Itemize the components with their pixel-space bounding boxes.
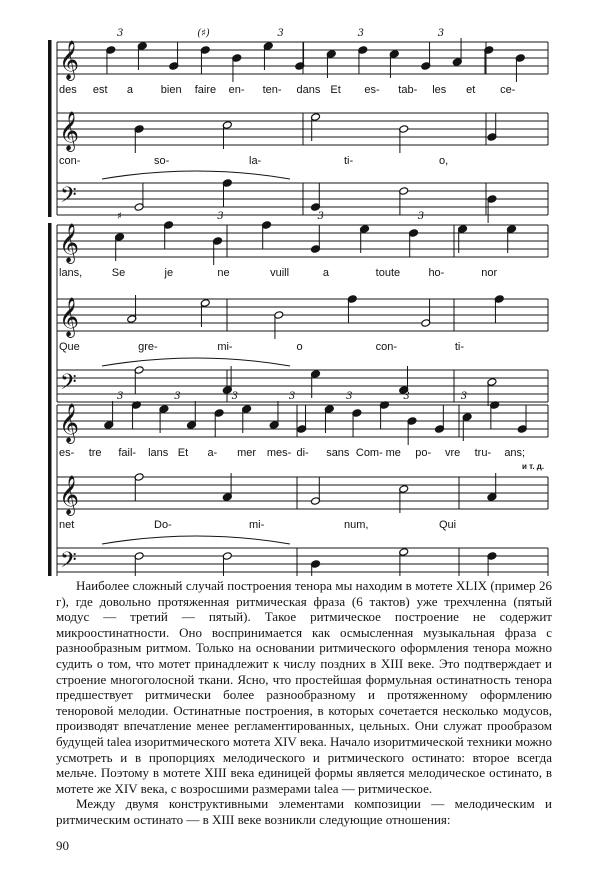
treble-clef-icon: 𝄞 bbox=[59, 297, 80, 337]
tuplet-number: 3 bbox=[346, 391, 353, 402]
lyric-syllable: num, bbox=[344, 519, 369, 531]
lyric-syllable: les bbox=[432, 84, 447, 96]
lyric-syllable: faire bbox=[194, 84, 217, 96]
tuplet-number: 3 bbox=[174, 391, 181, 402]
etc-label: и т. д. bbox=[522, 462, 545, 471]
tuplet-number: 3 bbox=[288, 391, 296, 402]
lyric-syllable: o, bbox=[439, 155, 449, 167]
slur bbox=[102, 358, 290, 366]
lyric-syllable: dans bbox=[296, 84, 321, 96]
tuplet-number: 3 bbox=[231, 391, 238, 402]
lyric-syllable: vuill bbox=[270, 267, 290, 279]
system-bracket bbox=[48, 403, 52, 576]
lyric-syllable: ti- bbox=[344, 155, 354, 167]
lyric-syllable: en- bbox=[228, 84, 245, 96]
tuplet-number: 3 bbox=[403, 391, 410, 402]
paragraph-2: Между двумя конструктивными элементами композиции — мелодическим и ритмическим остинато — в XIII веке возникли следующие отношения: bbox=[56, 796, 552, 827]
treble-clef-icon: 𝄞 bbox=[59, 111, 80, 151]
lyric-syllable: a- bbox=[207, 447, 218, 459]
lyric-syllable: es- bbox=[59, 447, 75, 459]
tuplet-number: 3 bbox=[117, 391, 124, 402]
tuplet-number: 3 bbox=[417, 211, 425, 222]
lyric-syllable: lans, bbox=[59, 267, 83, 279]
lyric-syllable: je bbox=[164, 267, 174, 279]
lyric-syllable: bien bbox=[160, 84, 182, 96]
treble-clef-icon: 𝄞 bbox=[59, 40, 80, 80]
lyric-syllable: ce- bbox=[500, 84, 516, 96]
lyric-syllable: mes- bbox=[266, 447, 292, 459]
lyric-syllable: po- bbox=[415, 447, 432, 459]
lyric-syllable: net bbox=[59, 519, 75, 531]
lyric-syllable: di- bbox=[296, 447, 309, 459]
tuplet-number: 3 bbox=[277, 28, 284, 39]
lyric-syllable: et bbox=[466, 84, 476, 96]
treble-clef-icon: 𝄞 bbox=[59, 475, 80, 515]
lyric-syllable: gre- bbox=[138, 341, 158, 353]
lyric-syllable: toute bbox=[375, 267, 401, 279]
body-text bbox=[56, 578, 552, 828]
lyric-syllable: tab- bbox=[398, 84, 418, 96]
lyric-syllable: con- bbox=[375, 341, 398, 353]
lyric-syllable: me bbox=[385, 447, 401, 459]
lyric-syllable: vre bbox=[444, 447, 461, 459]
lyric-syllable: mer bbox=[237, 447, 257, 459]
slur bbox=[102, 536, 290, 544]
lyric-syllable: ti- bbox=[454, 341, 464, 353]
lyric-syllable: ho- bbox=[428, 267, 445, 279]
bass-clef-icon: 𝄢 bbox=[60, 183, 77, 213]
system-bracket bbox=[48, 223, 52, 404]
lyric-syllable: la- bbox=[249, 155, 262, 167]
slur bbox=[102, 171, 290, 179]
bass-clef-icon: 𝄢 bbox=[60, 548, 77, 576]
tuplet-number: 3 bbox=[437, 28, 445, 39]
lyric-syllable: Com- bbox=[355, 447, 383, 459]
lyric-syllable: tre bbox=[88, 447, 102, 459]
lyric-syllable: sans bbox=[326, 447, 350, 459]
lyric-syllable: est bbox=[92, 84, 108, 96]
tuplet-number: 3 bbox=[460, 391, 468, 402]
system-bracket bbox=[48, 40, 52, 217]
lyric-syllable: tru- bbox=[474, 447, 492, 459]
bass-clef-icon: 𝄢 bbox=[60, 370, 77, 400]
page-number: 90 bbox=[56, 838, 69, 853]
lyric-syllable: ne bbox=[217, 267, 230, 279]
lyric-syllable: ans; bbox=[504, 447, 526, 459]
lyric-syllable: des bbox=[59, 84, 77, 96]
lyric-syllable: Que bbox=[59, 341, 80, 353]
lyric-syllable: so- bbox=[154, 155, 170, 167]
tuplet-number: 3 bbox=[217, 211, 224, 222]
lyric-syllable: o bbox=[296, 341, 303, 353]
lyric-syllable: Et bbox=[330, 84, 341, 96]
tuplet-number: 3 bbox=[317, 211, 324, 222]
tuplet-number: ♯ bbox=[117, 211, 122, 222]
tuplet-number: 3 bbox=[117, 28, 124, 39]
treble-clef-icon: 𝄞 bbox=[59, 223, 80, 263]
lyric-syllable: a bbox=[322, 267, 329, 279]
lyric-syllable: Se bbox=[111, 267, 126, 279]
lyric-syllable: Et bbox=[177, 447, 189, 459]
lyric-syllable: Do- bbox=[154, 519, 172, 531]
lyric-syllable: fail- bbox=[118, 447, 137, 459]
lyric-syllable: ten- bbox=[262, 84, 282, 96]
tuplet-number: (♯) bbox=[197, 28, 210, 39]
lyric-syllable: nor bbox=[481, 267, 498, 279]
lyric-syllable: mi- bbox=[249, 519, 265, 531]
lyric-syllable: a bbox=[126, 84, 133, 96]
lyric-syllable: con- bbox=[59, 155, 81, 167]
lyric-syllable: es- bbox=[364, 84, 380, 96]
treble-clef-icon: 𝄞 bbox=[59, 403, 80, 443]
lyric-syllable: Qui bbox=[439, 519, 457, 531]
paragraph-1: Наиболее сложный случай построения тенора мы находим в мотете XLIX (пример 26 г), где довольно протяженная ритмическая фраза (6 тактов) уже трехчленна (пятый модус — третий — пятый). Такое ритмическое построение не содержит микроостинатности. Оно воспринимается как осмысленная музыкальная фраза с разнообразным ритмом. Только на основании ритмического оформления тенора можно судить о том, что мотет принадлежит к числу поздних в XIII веке. Это подтверждает и строение многоголосной ткани. Ясно, что простейшая формульная остинатность тенора предшествует ритмически более разнообразному и протяженному оформлению теноровой мелодии. Остинатные построения, в которых сочетается несколько модусов, производят впечатление менее регламентированных, цельных. Они служат прообразом будущей talea изоритмического мотета XIV века. Начало изоритмической техники можно усмотреть и в пропорциях мелодического и ритмического остинато: второе всегда мельче. Поэтому в мотете XIII века единицей формы является мелодическое остинато, в мотете же XIV века, с возросшими размерами talea — ритмическое. bbox=[56, 578, 553, 796]
lyric-syllable: mi- bbox=[217, 341, 233, 353]
lyric-syllable: lans bbox=[148, 447, 169, 459]
tuplet-number: 3 bbox=[357, 28, 364, 39]
